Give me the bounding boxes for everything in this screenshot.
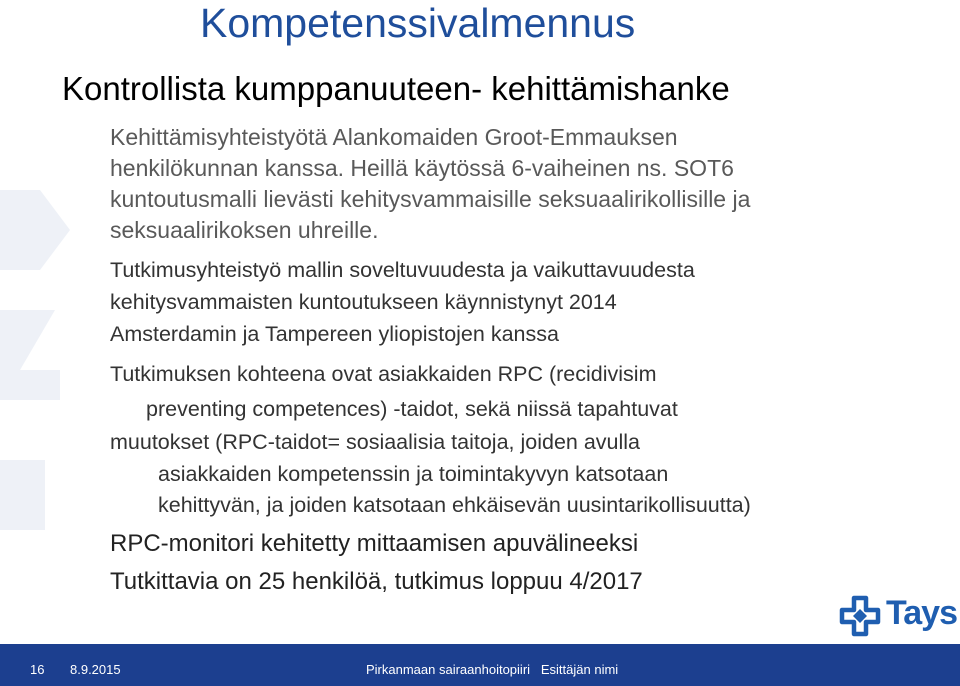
footer-organization: Pirkanmaan sairaanhoitopiiri Esittäjän nimi	[366, 662, 619, 677]
background-watermark-graphic	[0, 170, 80, 590]
tays-cross-icon	[838, 594, 882, 638]
paragraph-line: RPC-monitori kehitetty mittaamisen apuvälineeksi	[110, 530, 639, 557]
paragraph-line: kuntoutusmalli lievästi kehitysvammaisille seksuaalirikollisille ja	[110, 186, 751, 212]
paragraph-line: asiakkaiden kompetenssin ja toimintakyvyn katsotaan	[158, 462, 669, 486]
paragraph-line: kehitysvammaisten kuntoutukseen käynnistynyt 2014	[110, 290, 617, 314]
paragraph-line: muutokset (RPC-taidot= sosiaalisia taitoja, joiden avulla	[110, 430, 641, 454]
paragraph-line: preventing competences) -taidot, sekä niissä tapahtuvat	[146, 397, 678, 421]
slide-subtitle: Kontrollista kumppanuuteen- kehittämishanke	[62, 70, 730, 107]
logo-text: Tays	[886, 594, 957, 632]
paragraph-line: Amsterdamin ja Tampereen yliopistojen kanssa	[110, 322, 559, 346]
slide-title: Kompetenssivalmennus	[200, 0, 636, 46]
paragraph-line: Tutkimuksen kohteena ovat asiakkaiden RPC (recidivisim	[110, 362, 657, 386]
paragraph-line: Tutkimusyhteistyö mallin soveltuvuudesta ja vaikuttavuudesta	[110, 258, 695, 282]
footer-bar	[0, 644, 960, 686]
paragraph-line: seksuaalirikoksen uhreille.	[110, 217, 379, 243]
paragraph-line: Tutkittavia on 25 henkilöä, tutkimus loppuu 4/2017	[110, 568, 643, 595]
page-number: 16	[30, 662, 45, 677]
paragraph-line: Kehittämisyhteistyötä Alankomaiden Groot-Emmauksen	[110, 124, 678, 150]
footer-date: 8.9.2015	[70, 662, 121, 677]
tays-logo	[838, 592, 957, 642]
paragraph-line: henkilökunnan kanssa. Heillä käytössä 6-vaiheinen ns. SOT6	[110, 155, 734, 181]
paragraph-line: kehittyvän, ja joiden katsotaan ehkäisevän uusintarikollisuutta)	[158, 493, 751, 517]
